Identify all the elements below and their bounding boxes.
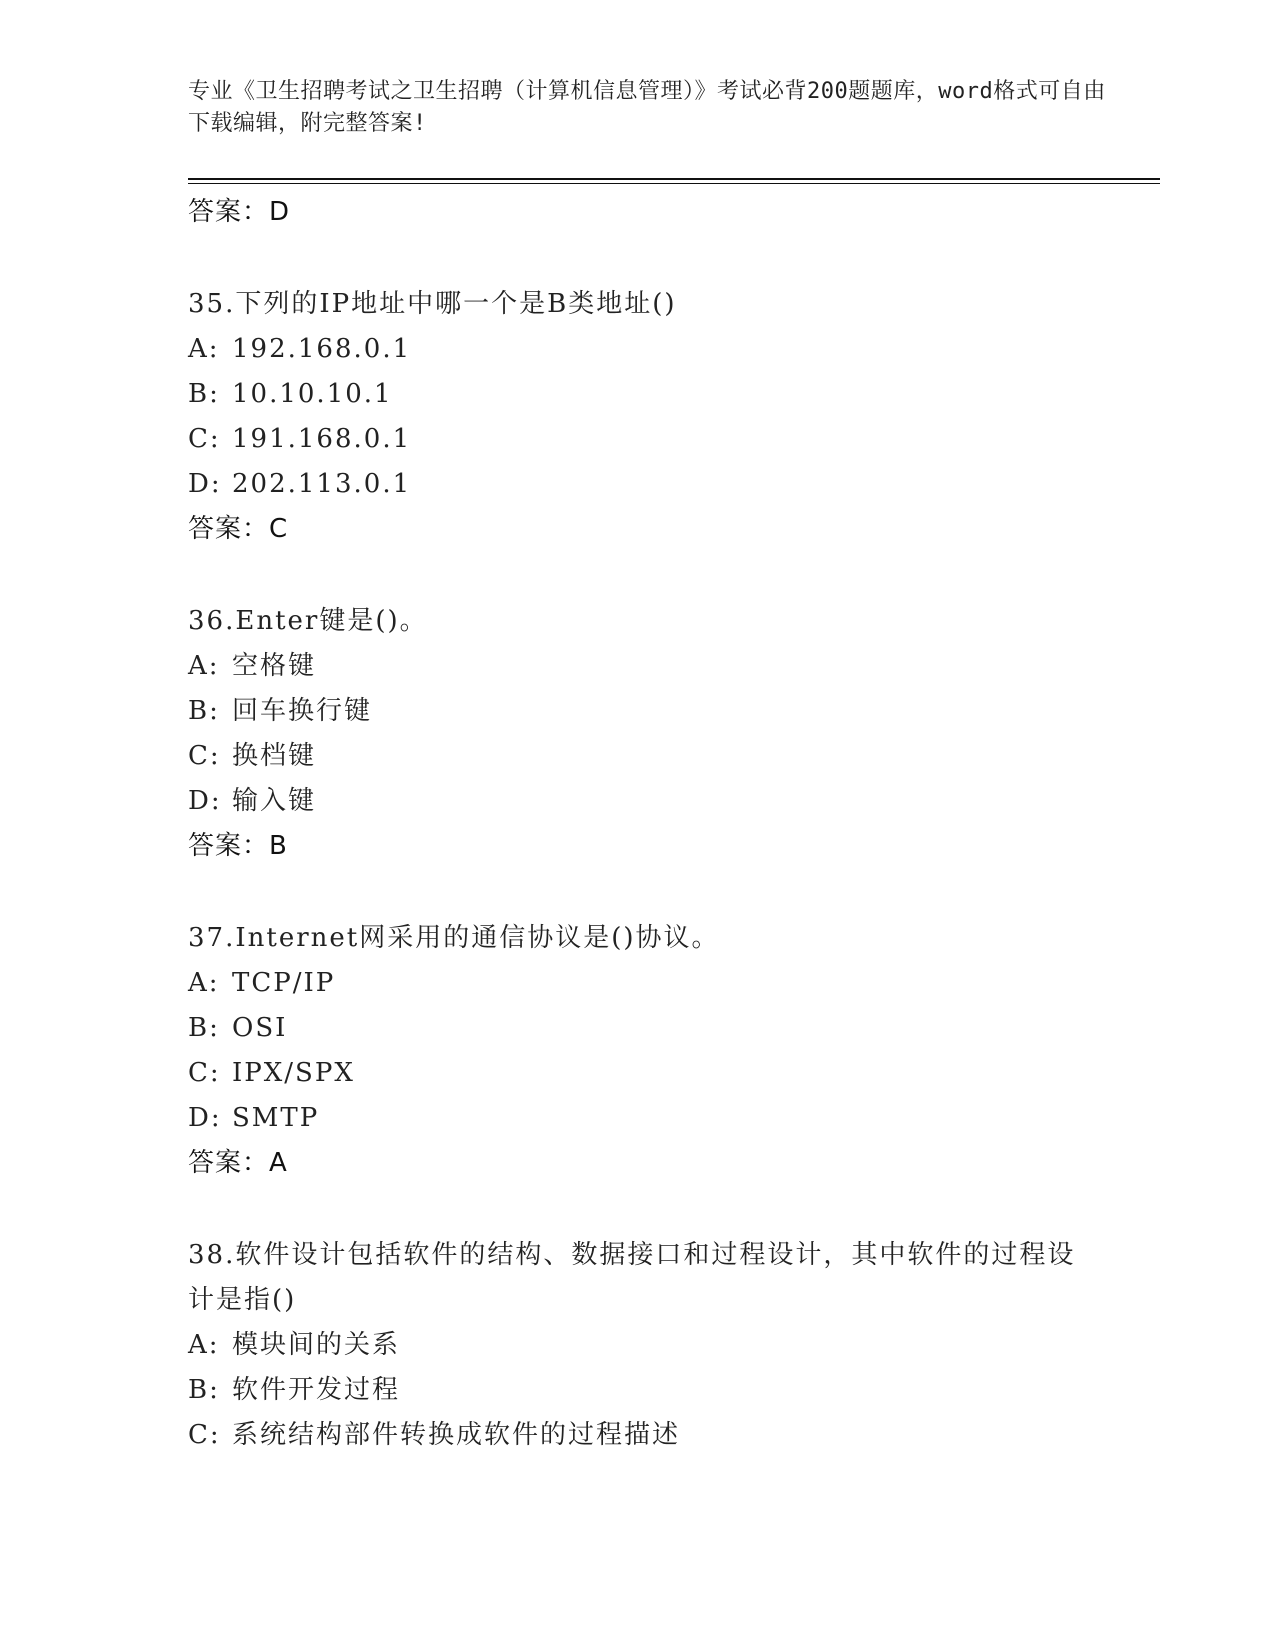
option-label: B: xyxy=(188,379,220,409)
option-text: OSI xyxy=(232,1013,288,1043)
option-label: B: xyxy=(188,696,220,726)
question-block xyxy=(188,282,1088,551)
option-label: D: xyxy=(188,786,222,816)
option-label: C: xyxy=(188,1420,221,1450)
answer-line: 答案：B xyxy=(188,831,288,861)
option-text: 输入键 xyxy=(232,786,317,816)
option-c xyxy=(188,417,1088,462)
option-label: C: xyxy=(188,741,221,771)
question-stem: 35.下列的IP地址中哪一个是B类地址() xyxy=(188,289,677,319)
option-text: 空格键 xyxy=(232,651,317,681)
option-text: 202.113.0.1 xyxy=(232,469,412,499)
option-b xyxy=(188,372,1088,417)
option-a xyxy=(188,1323,1088,1368)
option-text: 换档键 xyxy=(232,741,317,771)
option-d xyxy=(188,462,1088,507)
option-text: 回车换行键 xyxy=(232,696,373,726)
spacer xyxy=(188,1185,1088,1233)
option-a xyxy=(188,961,1088,1006)
option-text: 192.168.0.1 xyxy=(232,334,412,364)
option-b xyxy=(188,689,1088,734)
question-stem: 37.Internet网采用的通信协议是()协议。 xyxy=(188,923,720,953)
question-list xyxy=(188,190,1088,1458)
option-text: TCP/IP xyxy=(232,968,336,998)
option-c xyxy=(188,1413,1088,1458)
option-a xyxy=(188,327,1088,372)
option-b xyxy=(188,1368,1088,1413)
option-d xyxy=(188,779,1088,824)
document-header: 专业《卫生招聘考试之卫生招聘（计算机信息管理）》考试必背200题题库，word格式可自由下载编辑，附完整答案! xyxy=(188,79,1106,136)
question-stem: 36.Enter键是()。 xyxy=(188,606,428,636)
option-label: A: xyxy=(188,968,220,998)
question-block xyxy=(188,1233,1088,1458)
option-label: B: xyxy=(188,1375,220,1405)
option-label: D: xyxy=(188,1103,222,1133)
question-block xyxy=(188,599,1088,868)
option-c xyxy=(188,734,1088,779)
option-a xyxy=(188,644,1088,689)
option-text: 10.10.10.1 xyxy=(232,379,393,409)
option-label: C: xyxy=(188,424,221,454)
option-text: 系统结构部件转换成软件的过程描述 xyxy=(232,1420,681,1450)
answer-line: 答案：A xyxy=(188,1148,288,1178)
option-label: A: xyxy=(188,651,220,681)
question-block xyxy=(188,916,1088,1185)
header-divider xyxy=(188,178,1160,184)
spacer xyxy=(188,551,1088,599)
option-label: D: xyxy=(188,469,222,499)
option-text: IPX/SPX xyxy=(232,1058,355,1088)
spacer xyxy=(188,234,1088,282)
option-label: A: xyxy=(188,1330,220,1360)
answer-line: 答案：D xyxy=(188,197,291,227)
spacer xyxy=(188,868,1088,916)
option-label: C: xyxy=(188,1058,221,1088)
option-label: B: xyxy=(188,1013,220,1043)
option-text: 191.168.0.1 xyxy=(232,424,412,454)
option-c xyxy=(188,1051,1088,1096)
option-text: 模块间的关系 xyxy=(232,1330,401,1360)
answer-line: 答案：C xyxy=(188,514,289,544)
option-text: 软件开发过程 xyxy=(232,1375,401,1405)
option-text: SMTP xyxy=(232,1103,320,1133)
question-stem: 38.软件设计包括软件的结构、数据接口和过程设计，其中软件的过程设计是指() xyxy=(188,1240,1076,1315)
option-b xyxy=(188,1006,1088,1051)
option-label: A: xyxy=(188,334,220,364)
option-d xyxy=(188,1096,1088,1141)
